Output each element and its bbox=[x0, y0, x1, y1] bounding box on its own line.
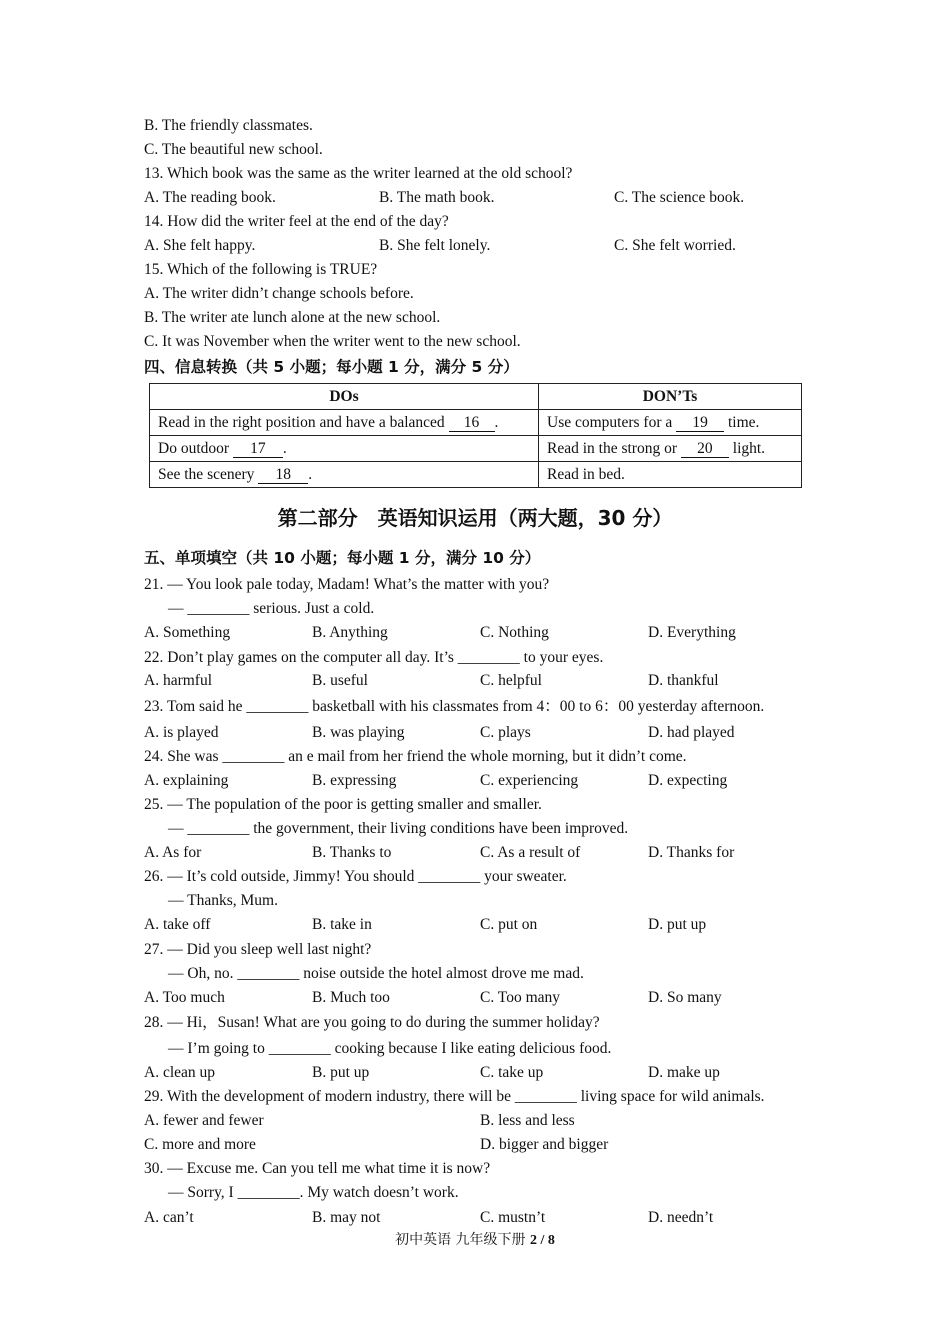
q27-option-c: C. Too many bbox=[480, 989, 561, 1006]
q23-option-c: C. plays bbox=[480, 724, 531, 741]
q24-option-b: B. expressing bbox=[312, 772, 397, 789]
q29-option-a: A. fewer and fewer bbox=[144, 1112, 264, 1129]
q21-option-a: A. Something bbox=[144, 624, 231, 641]
cell-text: Do outdoor bbox=[158, 439, 230, 457]
table-row bbox=[150, 436, 802, 462]
blank-20: 20 bbox=[681, 441, 729, 458]
q14-option-a: A. She felt happy. bbox=[144, 237, 256, 254]
header-donts: DON’Ts bbox=[539, 384, 802, 410]
q13-option-b: B. The math book. bbox=[379, 189, 495, 206]
blank-16: 16 bbox=[449, 415, 495, 432]
q25-option-d: D. Thanks for bbox=[648, 844, 735, 861]
q13-option-a: A. The reading book. bbox=[144, 189, 276, 206]
header-dos: DOs bbox=[150, 384, 539, 410]
q21-option-d: D. Everything bbox=[648, 624, 736, 641]
part-2-title: 第二部分 英语知识运用（两大题，30 分） bbox=[277, 506, 673, 530]
cell-text: light. bbox=[732, 439, 766, 457]
q23-option-d: D. had played bbox=[648, 724, 735, 741]
q30-stem: 30. — Excuse me. Can you tell me what time it is now? bbox=[144, 1160, 491, 1177]
cell-text: See the scenery bbox=[158, 465, 255, 483]
q23-option-a: A. is played bbox=[144, 724, 219, 741]
q26-reply: — Thanks, Mum. bbox=[168, 892, 278, 909]
q27-option-b: B. Much too bbox=[312, 989, 390, 1006]
table-header-row bbox=[150, 384, 802, 410]
table-cell bbox=[539, 410, 802, 436]
q15-option-c: C. It was November when the writer went to the new school. bbox=[144, 333, 521, 350]
q30-reply: — Sorry, I ________. My watch doesn’t work. bbox=[168, 1184, 459, 1201]
q22-option-d: D. thankful bbox=[648, 672, 719, 689]
cell-text: Read in the strong or bbox=[547, 439, 678, 457]
q24-option-a: A. explaining bbox=[144, 772, 229, 789]
q23-option-b: B. was playing bbox=[312, 724, 405, 741]
q13-option-c: C. The science book. bbox=[614, 189, 745, 206]
q29-option-c: C. more and more bbox=[144, 1136, 256, 1153]
q25-stem: 25. — The population of the poor is getting smaller and smaller. bbox=[144, 796, 542, 813]
q26-stem: 26. — It’s cold outside, Jimmy! You should ________ your sweater. bbox=[144, 868, 567, 885]
q14-option-b: B. She felt lonely. bbox=[379, 237, 491, 254]
table-row bbox=[150, 410, 802, 436]
cell-text: time. bbox=[728, 413, 760, 431]
cell-text: Read in bed. bbox=[547, 465, 625, 483]
q15-option-a: A. The writer didn’t change schools before. bbox=[144, 285, 414, 302]
q25-option-c: C. As a result of bbox=[480, 844, 581, 861]
q29-option-d: D. bigger and bigger bbox=[480, 1136, 609, 1153]
table-cell bbox=[539, 462, 802, 488]
q14-option-c: C. She felt worried. bbox=[614, 237, 736, 254]
q28-option-a: A. clean up bbox=[144, 1064, 216, 1081]
footer-label: 初中英语 九年级下册 bbox=[395, 1232, 526, 1248]
q26-option-c: C. put on bbox=[480, 916, 538, 933]
q26-option-d: D. put up bbox=[648, 916, 707, 933]
section-5-title: 五、单项填空（共 10 小题；每小题 1 分，满分 10 分） bbox=[144, 549, 541, 567]
section-4-title: 四、信息转换（共 5 小题；每小题 1 分，满分 5 分） bbox=[144, 358, 519, 376]
q27-option-d: D. So many bbox=[648, 989, 722, 1006]
q28-option-c: C. take up bbox=[480, 1064, 544, 1081]
q15-option-b: B. The writer ate lunch alone at the new school. bbox=[144, 309, 441, 326]
table-cell: Read in the right position and have a balanced 16 . bbox=[150, 410, 539, 436]
q13-stem: 13. Which book was the same as the writer learned at the old school? bbox=[144, 165, 573, 182]
q22-option-b: B. useful bbox=[312, 672, 368, 689]
q14-stem: 14. How did the writer feel at the end of the day? bbox=[144, 213, 449, 230]
cell-text: Read in the right position and have a balanced bbox=[158, 413, 445, 431]
q26-option-a: A. take off bbox=[144, 916, 211, 933]
q21-reply: — ________ serious. Just a cold. bbox=[168, 600, 375, 617]
q22-option-c: C. helpful bbox=[480, 672, 542, 689]
table-cell: Do outdoor 17 . bbox=[150, 436, 539, 462]
q24-stem: 24. She was ________ an e mail from her friend the whole morning, but it didn’t come. bbox=[144, 748, 687, 765]
q21-option-c: C. Nothing bbox=[480, 624, 549, 641]
q27-stem: 27. — Did you sleep well last night? bbox=[144, 941, 372, 958]
blank-17: 17 bbox=[233, 441, 283, 458]
q29-stem: 29. With the development of modern industry, there will be ________ living space for wild animals. bbox=[144, 1088, 765, 1105]
dos-donts-table bbox=[149, 383, 802, 488]
q28-option-d: D. make up bbox=[648, 1064, 720, 1081]
q24-option-c: C. experiencing bbox=[480, 772, 579, 789]
q21-stem: 21. — You look pale today, Madam! What’s the matter with you? bbox=[144, 576, 550, 593]
q30-option-a: A. can’t bbox=[144, 1209, 194, 1226]
page-footer bbox=[0, 1229, 950, 1249]
q15-stem: 15. Which of the following is TRUE? bbox=[144, 261, 378, 278]
q25-option-b: B. Thanks to bbox=[312, 844, 392, 861]
q21-option-b: B. Anything bbox=[312, 624, 388, 641]
q30-option-b: B. may not bbox=[312, 1209, 381, 1226]
cell-text: Use computers for a bbox=[547, 413, 673, 431]
table-row bbox=[150, 462, 802, 488]
q22-option-a: A. harmful bbox=[144, 672, 213, 689]
table-cell bbox=[539, 436, 802, 462]
q12-option-b: B. The friendly classmates. bbox=[144, 117, 313, 134]
q27-reply: — Oh, no. ________ noise outside the hotel almost drove me mad. bbox=[168, 965, 584, 982]
q30-option-d: D. needn’t bbox=[648, 1209, 714, 1226]
blank-19: 19 bbox=[676, 415, 724, 432]
table-cell: See the scenery 18 . bbox=[150, 462, 539, 488]
q12-option-c: C. The beautiful new school. bbox=[144, 141, 323, 158]
blank-18: 18 bbox=[258, 467, 308, 484]
q25-option-a: A. As for bbox=[144, 844, 202, 861]
q25-reply: — ________ the government, their living conditions have been improved. bbox=[168, 820, 629, 837]
q26-option-b: B. take in bbox=[312, 916, 372, 933]
q29-option-b: B. less and less bbox=[480, 1112, 575, 1129]
q28-stem: 28. — Hi，Susan! What are you going to do during the summer holiday? bbox=[144, 1014, 600, 1031]
q23-stem: 23. Tom said he ________ basketball with his classmates from 4：00 to 6：00 yesterday afternoon. bbox=[144, 698, 765, 715]
q30-option-c: C. mustn’t bbox=[480, 1209, 546, 1226]
q24-option-d: D. expecting bbox=[648, 772, 728, 789]
page-number: 2 / 8 bbox=[530, 1233, 555, 1248]
q22-stem: 22. Don’t play games on the computer all day. It’s ________ to your eyes. bbox=[144, 649, 604, 666]
q28-reply: — I’m going to ________ cooking because I like eating delicious food. bbox=[168, 1040, 612, 1057]
q28-option-b: B. put up bbox=[312, 1064, 370, 1081]
q27-option-a: A. Too much bbox=[144, 989, 225, 1006]
